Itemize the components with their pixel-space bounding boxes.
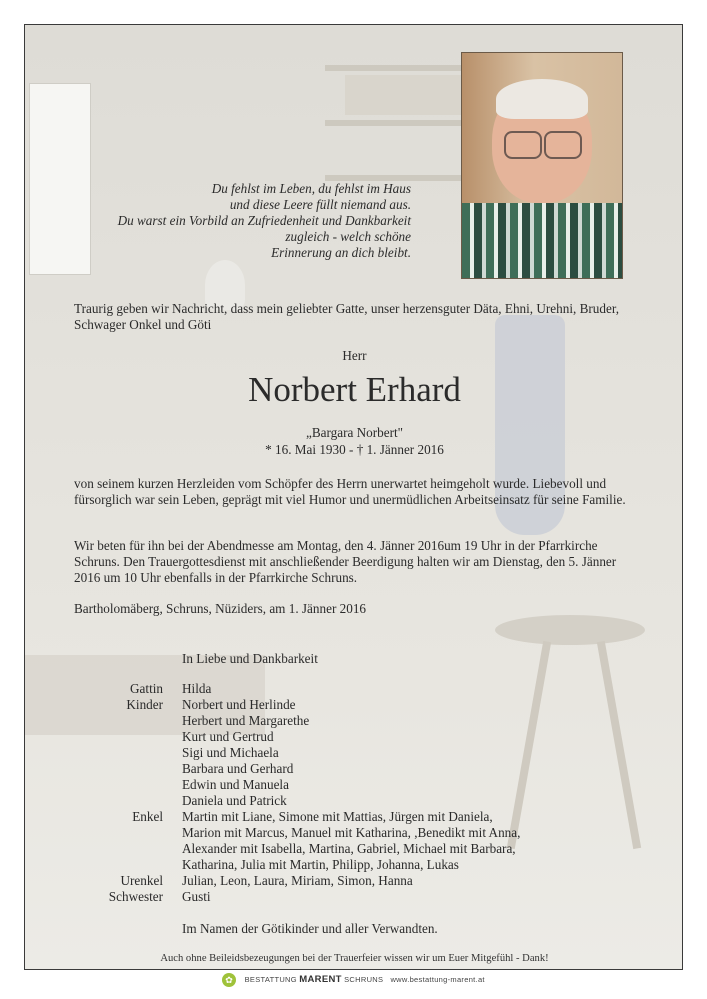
relative-name: Norbert und Herlinde <box>182 697 296 712</box>
relative-name: Marion mit Marcus, Manuel mit Katharina, ,Benedikt mit Anna, <box>182 825 521 840</box>
service-paragraph: Wir beten für ihn bei der Abendmesse am Montag, den 4. Jänner 2016um 19 Uhr in der Pfarrkirche Schruns. Den Trauergottesdienst mit anschließender Beerdigung halten wir am Dienstag, den 5. Jänner 2016 um 10 Uhr ebenfalls in der Pfarrkirche Schruns. <box>74 538 617 585</box>
relative-name: Barbara und Gerhard <box>182 761 294 776</box>
relation-label: Kinder <box>126 697 163 712</box>
relative-name: Gusti <box>182 889 211 904</box>
relatives-group <box>74 697 602 809</box>
leaf-logo-icon: ✿ <box>222 973 236 987</box>
relatives-group <box>74 889 602 905</box>
relation-label: Schwester <box>108 889 163 904</box>
quote-line: Du fehlst im Leben, du fehlst im Haus <box>211 181 411 196</box>
brand-website: www.bestattung-marent.at <box>390 974 485 984</box>
background-window <box>29 83 91 275</box>
relatives-list <box>74 681 602 905</box>
quote-line: Du warst ein Vorbild an Zufriedenheit und Dankbarkeit <box>117 213 411 228</box>
deceased-name: Norbert Erhard <box>248 370 461 409</box>
relatives-group <box>74 681 602 697</box>
portrait-photo <box>461 52 623 279</box>
background-stool-leg <box>597 641 641 849</box>
closing-line: Im Namen der Götikinder und aller Verwandten. <box>182 921 438 936</box>
place-date: Bartholomäberg, Schruns, Nüziders, am 1. Jänner 2016 <box>74 601 367 616</box>
relatives-group <box>74 809 602 873</box>
relative-name: Kurt und Gertrud <box>182 729 274 744</box>
relative-name: Hilda <box>182 681 212 696</box>
quote-line: Erinnerung an dich bleibt. <box>271 245 411 260</box>
brand-prefix: BESTATTUNG <box>244 974 297 984</box>
relatives-group <box>74 873 602 889</box>
relation-label: Enkel <box>132 809 163 824</box>
relative-name: Sigi und Michaela <box>182 745 279 760</box>
nickname: „Bargara Norbert" <box>305 425 404 440</box>
life-dates: * 16. Mai 1930 - † 1. Jänner 2016 <box>265 442 444 457</box>
relative-name: Martin mit Liane, Simone mit Mattias, Jürgen mit Daniela, <box>182 809 493 824</box>
relative-name: Julian, Leon, Laura, Miriam, Simon, Hanna <box>182 873 413 888</box>
relative-name: Alexander mit Isabella, Martina, Gabriel, Michael mit Barbara, <box>182 841 516 856</box>
intro-text: Traurig geben wir Nachricht, dass mein geliebter Gatte, unser herzensguter Däta, Ehni, Urehni, Bruder, Schwager Onkel und Göti <box>74 301 619 332</box>
background-boxes <box>345 75 465 115</box>
gratitude-line: In Liebe und Dankbarkeit <box>182 651 318 666</box>
quote-line: und diese Leere füllt niemand aus. <box>229 197 411 212</box>
relation-label: Gattin <box>130 681 163 696</box>
background-stool <box>495 615 645 645</box>
memorial-quote <box>85 181 411 261</box>
announcement-paragraph: von seinem kurzen Herzleiden vom Schöpfer des Herrn unerwartet heimgeholt wurde. Liebevoll und fürsorglich war sein Leben, geprägt mit viel Humor und unermüdlichen Arbeitseinsatz für seine Familie. <box>74 476 626 507</box>
brand-town: SCHRUNS <box>344 974 384 984</box>
relative-name: Katharina, Julia mit Martin, Philipp, Johanna, Lukas <box>182 857 459 872</box>
background-shelf <box>325 120 475 126</box>
funeral-home-brand <box>0 973 707 987</box>
brand-name: MARENT <box>299 973 342 985</box>
quote-line: zugleich - welch schöne <box>285 229 411 244</box>
relative-name: Edwin und Manuela <box>182 777 289 792</box>
salutation: Herr <box>342 348 367 363</box>
footer-note: Auch ohne Beileidsbezeugungen bei der Trauerfeier wissen wir um Euer Mitgefühl - Dank! <box>160 953 549 964</box>
relative-name: Herbert und Margarethe <box>182 713 310 728</box>
obituary-card <box>24 24 683 970</box>
relative-name: Daniela und Patrick <box>182 793 287 808</box>
relation-label: Urenkel <box>120 873 163 888</box>
